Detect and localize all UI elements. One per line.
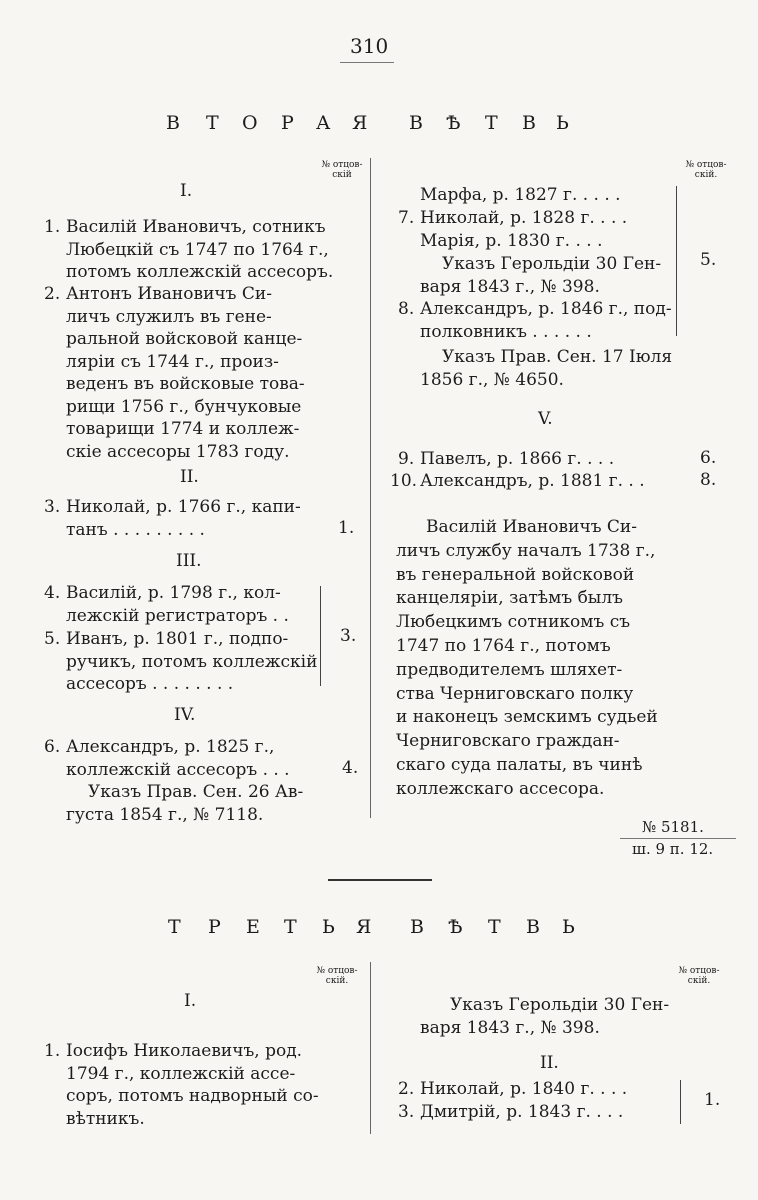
entry-text bbox=[66, 582, 289, 627]
title-letter: В bbox=[522, 112, 537, 134]
text-line: варя 1843 г., № 398. bbox=[420, 1017, 600, 1038]
title-letter: Т bbox=[168, 916, 182, 938]
title-letter: Я bbox=[356, 916, 373, 938]
text-line: Указъ Прав. Сен. 26 Ав- bbox=[88, 782, 304, 802]
title-letter: Е bbox=[246, 916, 261, 938]
entry-number: 6. bbox=[44, 737, 61, 757]
text-line: Любецкій съ 1747 по 1764 г., bbox=[66, 239, 329, 260]
entry-number: 7. bbox=[398, 208, 415, 228]
text-line: варя 1843 г., № 398. bbox=[420, 276, 600, 297]
header-line: скій bbox=[332, 170, 352, 180]
entry-number: 3. bbox=[398, 1102, 415, 1122]
generation-heading: IV. bbox=[174, 705, 196, 725]
entry-text: Павелъ, р. 1866 г. . . . bbox=[420, 449, 615, 469]
generation-heading: I. bbox=[184, 991, 197, 1011]
header-line: № отцов- bbox=[321, 160, 363, 170]
father-number: 5. bbox=[700, 250, 717, 270]
decree-reference bbox=[420, 994, 669, 1039]
text-line: Василій Ивановичъ, сотникъ bbox=[66, 217, 326, 237]
text-line: коллежскаго ассесора. bbox=[396, 778, 605, 799]
entry-number: 9. bbox=[398, 449, 415, 469]
entry-text: Марія, р. 1830 г. . . . bbox=[420, 231, 603, 251]
father-number-header bbox=[312, 160, 372, 180]
decree-reference bbox=[420, 253, 661, 298]
title-letter: О bbox=[242, 112, 259, 134]
father-number: 6. bbox=[700, 448, 717, 468]
generation-heading: V. bbox=[538, 409, 553, 429]
entry-text bbox=[420, 298, 672, 343]
text-line: потомъ коллежскій ассесоръ. bbox=[66, 262, 334, 282]
text-line: ральной войсковой канце- bbox=[66, 329, 303, 349]
text-line: Черниговскаго граждан- bbox=[396, 731, 620, 752]
text-line: скіе ассесоры 1783 году. bbox=[66, 441, 290, 462]
text-line: скаго суда палаты, въ чинѣ bbox=[396, 754, 643, 775]
text-line: вѣтникъ. bbox=[66, 1108, 145, 1129]
text-line: Любецкимъ сотникомъ съ bbox=[396, 612, 631, 633]
text-line: Указъ Прав. Сен. 17 Іюля bbox=[442, 347, 673, 367]
father-number: 3. bbox=[340, 626, 357, 646]
text-line: рищи 1756 г., бунчуковые bbox=[66, 396, 302, 417]
text-line: канцеляріи, затѣмъ былъ bbox=[396, 588, 623, 609]
text-line: Указъ Герольдіи 30 Ген- bbox=[450, 995, 670, 1015]
title-letter: Р bbox=[281, 112, 295, 134]
text-line: въ генеральной войсковой bbox=[396, 564, 635, 585]
text-line: 1794 г., коллежскій ассе- bbox=[66, 1063, 296, 1084]
text-line: Николай, р. 1766 г., капи- bbox=[66, 497, 301, 517]
text-line: и наконецъ земскимъ судьей bbox=[396, 707, 658, 728]
text-line: личъ служилъ въ гене- bbox=[66, 306, 272, 327]
title-letter: Я bbox=[352, 112, 369, 134]
header-line: скій. bbox=[694, 170, 718, 180]
generation-heading: III. bbox=[176, 551, 202, 571]
title-letter: Т bbox=[485, 112, 499, 134]
text-line: 1747 по 1764 г., потомъ bbox=[396, 635, 611, 656]
generation-heading: II. bbox=[540, 1053, 559, 1073]
entry-text: Николай, р. 1828 г. . . . bbox=[420, 208, 628, 228]
entry-text bbox=[66, 628, 317, 696]
text-line: Александръ, р. 1825 г., bbox=[66, 737, 275, 757]
father-number-header bbox=[306, 966, 368, 986]
title-letter: Ь bbox=[562, 916, 576, 938]
title-letter: В bbox=[166, 112, 181, 134]
text-line: личъ службу началъ 1738 г., bbox=[396, 540, 656, 561]
text-line: Василій Ивановичъ Си- bbox=[426, 517, 637, 537]
entry-text bbox=[66, 216, 333, 284]
text-line: ляріи съ 1744 г., произ- bbox=[66, 351, 279, 372]
grouping-brace bbox=[680, 1080, 681, 1124]
title-letter: Ь bbox=[556, 112, 570, 134]
header-line: № отцов- bbox=[678, 966, 720, 976]
header-line: № отцов- bbox=[316, 966, 358, 976]
text-line: Александръ, р. 1846 г., под- bbox=[420, 299, 672, 319]
text-line: ства Черниговскаго полку bbox=[396, 683, 634, 704]
entry-text bbox=[66, 496, 301, 541]
section-title-second-branch bbox=[0, 112, 758, 138]
text-line: полковникъ . . . . . . bbox=[420, 321, 592, 342]
grouping-brace bbox=[676, 186, 677, 336]
grouping-brace bbox=[320, 586, 321, 686]
generation-heading: II. bbox=[180, 467, 199, 487]
text-line: Указъ Герольдіи 30 Ген- bbox=[442, 254, 662, 274]
page-number: 310 bbox=[350, 34, 389, 58]
biography-paragraph bbox=[396, 516, 658, 802]
header-line: скій. bbox=[325, 976, 349, 986]
text-line: коллежскій ассесоръ . . . bbox=[66, 759, 290, 780]
section-title-third-branch bbox=[0, 916, 758, 942]
title-letter: Р bbox=[208, 916, 222, 938]
section-separator bbox=[328, 879, 432, 881]
title-letter: Ѣ bbox=[446, 112, 462, 134]
column-divider bbox=[370, 962, 371, 1134]
title-letter: В bbox=[409, 112, 424, 134]
text-line: товарищи 1774 и коллеж- bbox=[66, 419, 300, 439]
title-letter: А bbox=[316, 112, 332, 134]
entry-number: 5. bbox=[44, 629, 61, 649]
entry-text: Марфа, р. 1827 г. . . . . bbox=[420, 185, 621, 205]
text-line: соръ, потомъ надворный со- bbox=[66, 1086, 319, 1106]
text-line: лежскій регистраторъ . . bbox=[66, 605, 289, 626]
entry-text bbox=[66, 1040, 319, 1130]
text-line: 1856 г., № 4650. bbox=[420, 369, 564, 390]
entry-number: 1. bbox=[44, 1041, 61, 1061]
text-line: Иванъ, р. 1801 г., подпо- bbox=[66, 629, 289, 649]
title-letter: Ѣ bbox=[448, 916, 464, 938]
text-line: густа 1854 г., № 7118. bbox=[66, 804, 264, 825]
entry-number: 10. bbox=[390, 471, 418, 491]
entry-number: 4. bbox=[44, 583, 61, 603]
text-line: ассесоръ . . . . . . . . bbox=[66, 674, 234, 694]
archive-location: ш. 9 п. 12. bbox=[632, 840, 714, 858]
entry-number: 3. bbox=[44, 497, 61, 517]
entry-text bbox=[66, 283, 305, 463]
entry-text: Александръ, р. 1881 г. . . bbox=[420, 471, 645, 491]
text-line: ручикъ, потомъ коллежскій bbox=[66, 651, 318, 672]
father-number: 1. bbox=[704, 1090, 721, 1110]
text-line: Василій, р. 1798 г., кол- bbox=[66, 583, 281, 603]
father-number: 4. bbox=[342, 758, 359, 778]
entry-number: 2. bbox=[44, 284, 61, 304]
title-letter: Т bbox=[488, 916, 502, 938]
father-number: 8. bbox=[700, 470, 717, 490]
decree-reference bbox=[66, 781, 303, 826]
father-number-header bbox=[668, 966, 730, 986]
page-number-underline bbox=[340, 62, 394, 63]
header-line: № отцов- bbox=[685, 160, 727, 170]
entry-number: 8. bbox=[398, 299, 415, 319]
title-letter: Т bbox=[206, 112, 220, 134]
entry-text: Дмитрій, р. 1843 г. . . . bbox=[420, 1102, 624, 1122]
entry-number: 1. bbox=[44, 217, 61, 237]
archive-reference-number: № 5181. bbox=[642, 818, 704, 836]
entry-text bbox=[66, 736, 290, 781]
father-number: 1. bbox=[338, 518, 355, 538]
generation-heading: I. bbox=[180, 181, 193, 201]
title-letter: Ь bbox=[322, 916, 336, 938]
text-line: Іосифъ Николаевичъ, род. bbox=[66, 1041, 303, 1061]
header-line: скій. bbox=[687, 976, 711, 986]
text-line: Антонъ Ивановичъ Си- bbox=[66, 284, 272, 304]
text-line: предводителемъ шляхет- bbox=[396, 659, 623, 680]
decree-reference bbox=[420, 346, 672, 391]
text-line: веденъ въ войсковые това- bbox=[66, 374, 305, 394]
text-line: танъ . . . . . . . . . bbox=[66, 519, 205, 540]
title-letter: В bbox=[410, 916, 425, 938]
entry-number: 2. bbox=[398, 1079, 415, 1099]
reference-underline bbox=[620, 838, 736, 839]
title-letter: В bbox=[526, 916, 541, 938]
title-letter: Т bbox=[284, 916, 298, 938]
column-divider bbox=[370, 158, 371, 818]
entry-text: Николай, р. 1840 г. . . . bbox=[420, 1079, 628, 1099]
father-number-header bbox=[676, 160, 736, 180]
